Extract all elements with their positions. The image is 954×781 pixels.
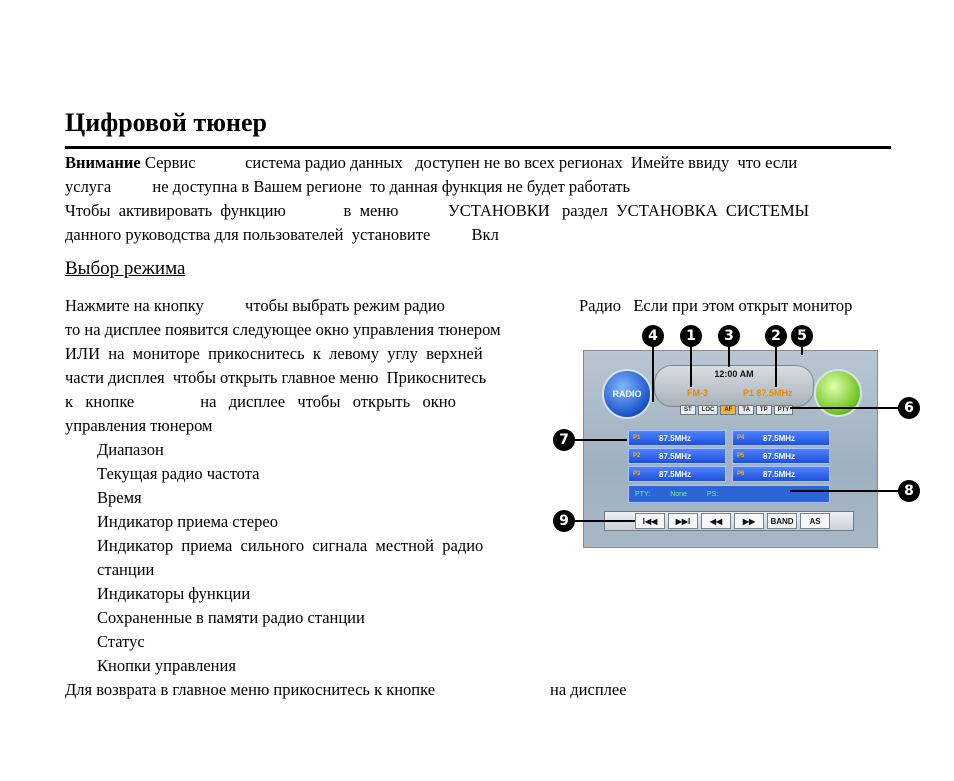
callout-line-9 [575,520,635,522]
body-line-5: к кнопке на дисплее чтобы открыть окно [65,392,456,411]
marker-1: 1 [680,325,702,347]
body-line-2: то на дисплее появится следующее окно управления тюнером [65,320,501,339]
body-line-1a: Нажмите на кнопку чтобы выбрать режим радио [65,296,445,315]
callout-line-8 [790,490,898,492]
seek-forward-button[interactable]: ▶▶I [668,513,698,529]
legend-item-4: Индикатор приема стерео [97,512,278,531]
marker-3: 3 [718,325,740,347]
indicator-af[interactable]: AF [720,405,736,415]
status-pty-value: None [670,490,687,498]
legend-item-6: Индикаторы функции [97,584,251,603]
legend-item-7: Сохраненные в памяти радио станции [97,608,365,627]
marker-8: 8 [898,480,920,502]
section-title: Выбор режима [65,258,186,279]
callout-line-2 [775,347,777,387]
band-button[interactable]: BAND [767,513,797,529]
warning-line-1 [65,153,797,173]
marker-6: 6 [898,397,920,419]
legend-item-8: Статус [97,632,145,651]
preset-p5[interactable]: P5 87.5MHz [732,448,830,464]
preset-p3[interactable]: P3 87.5MHz [628,466,726,482]
footer-text-a: Для возврата в главное меню прикоснитесь к кнопке [65,680,436,699]
body-line-6: управления тюнером [65,416,213,435]
indicator-loc: LOC [698,405,719,415]
band-display: FM-3 [687,388,708,398]
preset-p6[interactable]: P6 87.5MHz [732,466,830,482]
indicator-st: ST [680,405,696,415]
body-line-1b: Радио Если при этом открыт монитор [579,296,853,315]
callout-line-6 [790,407,898,409]
legend-item-2: Текущая радио частота [97,464,260,483]
callout-line-4 [652,347,654,402]
tune-forward-button[interactable]: ▶▶ [734,513,764,529]
preset-p2[interactable]: P2 87.5MHz [628,448,726,464]
marker-9: 9 [553,510,575,532]
indicator-tp: TP [756,405,772,415]
status-pty-label: PTY: [635,490,651,498]
radio-button[interactable]: RADIO [602,369,652,419]
as-button[interactable]: AS [800,513,830,529]
callout-line-3 [728,347,730,367]
function-indicators [680,405,793,415]
preset-grid [628,430,830,482]
marker-7: 7 [553,429,575,451]
warning-line-2: услуга не доступна в Вашем регионе то данная функция не будет работать [65,177,630,196]
indicator-ta[interactable]: TA [738,405,754,415]
callout-line-5 [801,347,803,355]
tune-back-button[interactable]: ◀◀ [701,513,731,529]
seek-back-button[interactable]: I◀◀ [635,513,665,529]
frequency-display: P1 87.5MHz [743,388,793,398]
marker-2: 2 [765,325,787,347]
callout-line-7 [575,439,627,441]
marker-5: 5 [791,325,813,347]
preset-p4[interactable]: P4 87.5MHz [732,430,830,446]
callout-line-1 [690,347,692,387]
warning-label: Внимание [65,153,141,172]
legend-item-9: Кнопки управления [97,656,236,675]
tuner-topbar [654,365,814,407]
legend-item-5: Индикатор приема сильного сигнала местной радио [97,536,484,555]
preset-p1[interactable]: P1 87.5MHz [628,430,726,446]
body-line-4: части дисплея чтобы открыть главное меню Прикоснитесь [65,368,487,387]
status-ps-label: PS: [706,490,719,498]
warning-line-3: Чтобы активировать функцию в меню УСТАНОВКИ раздел УСТАНОВКА СИСТЕМЫ [65,201,810,220]
legend-item-1: Диапазон [97,440,164,459]
indicator-pty[interactable]: PTY [774,405,794,415]
footer-text-b: на дисплее [550,680,627,699]
time-display: 12:00 AM [714,369,754,379]
legend-item-5-cont: станции [97,560,155,579]
warning-line-4: данного руководства для пользователей установите Вкл [65,225,499,244]
marker-4: 4 [642,325,664,347]
title-rule [65,146,891,149]
home-button[interactable] [814,369,862,417]
body-line-3: ИЛИ на мониторе прикоснитесь к левому углу верхней [65,344,483,363]
tuner-screen [583,350,878,548]
warning-text-1: Сервис система радио данных доступен не во всех регионах Имейте ввиду что если [144,153,798,172]
control-bar [604,511,854,531]
legend-item-3: Время [97,488,142,507]
status-bar [628,485,830,503]
page-title: Цифровой тюнер [65,108,267,137]
